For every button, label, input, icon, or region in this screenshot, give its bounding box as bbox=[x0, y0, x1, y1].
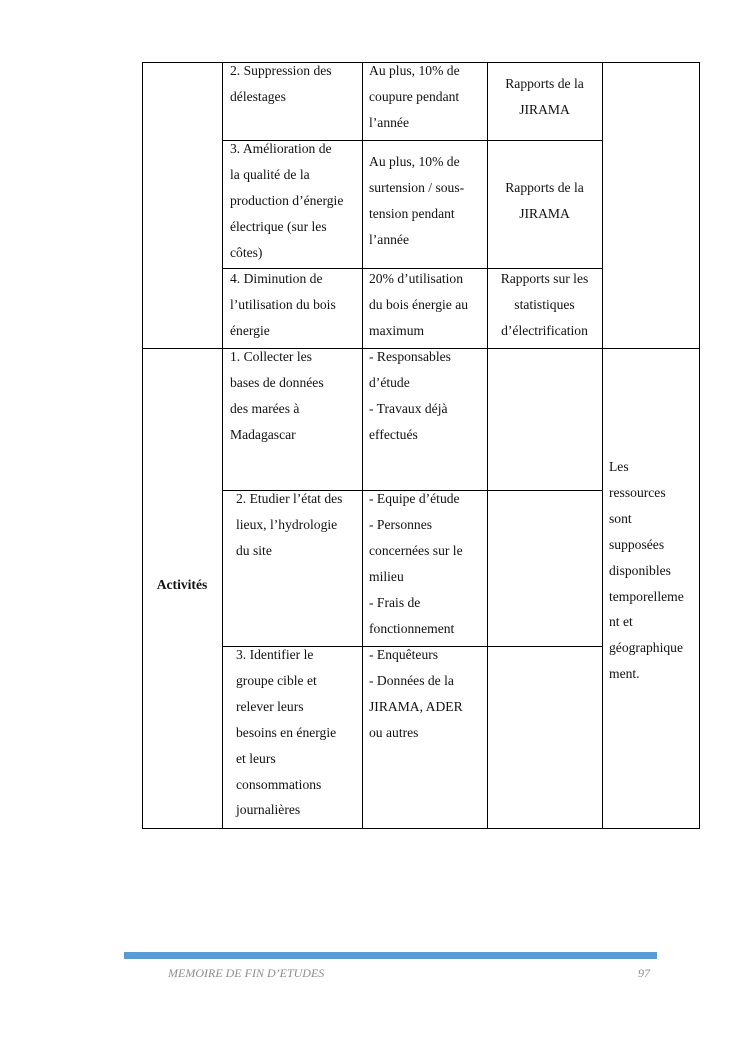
cell-line: - Frais de bbox=[369, 594, 421, 610]
source-cell-2 bbox=[487, 71, 602, 123]
cell-line: tension pendant bbox=[369, 205, 455, 221]
cell-line: Au plus, 10% de bbox=[369, 154, 460, 169]
cell-line: côtes) bbox=[230, 244, 263, 260]
cell-line: 2. Etudier l’état des bbox=[236, 491, 343, 506]
cell-line: ment. bbox=[609, 666, 640, 682]
cell-line: JIRAMA, ADER bbox=[369, 698, 463, 714]
cell-line: - Travaux déjà bbox=[369, 400, 448, 416]
source-cell-4 bbox=[487, 266, 602, 344]
cell-line: 4. Diminution de bbox=[230, 271, 323, 286]
activities-label: Activités bbox=[156, 577, 208, 592]
table-divider-col2 bbox=[362, 62, 363, 829]
row-divider-1 bbox=[222, 140, 602, 141]
cell-line: délestages bbox=[230, 88, 286, 104]
cell-line: 3. Identifier le bbox=[236, 647, 314, 662]
cell-line: l’utilisation du bois bbox=[230, 296, 336, 312]
result-cell-2 bbox=[230, 58, 332, 110]
cell-line: coupure pendant bbox=[369, 88, 460, 104]
assumptions-cell bbox=[609, 454, 684, 687]
cell-line: JIRAMA bbox=[519, 101, 570, 117]
footer-title: MEMOIRE DE FIN D’ETUDES bbox=[168, 966, 325, 980]
cell-line: 1. Collecter les bbox=[230, 349, 312, 364]
indicator-cell-2 bbox=[369, 58, 460, 136]
cell-line: l’année bbox=[369, 231, 409, 247]
cell-line: d’étude bbox=[369, 374, 410, 390]
cell-line: du bois énergie au bbox=[369, 296, 469, 312]
cell-line: statistiques bbox=[514, 296, 575, 312]
cell-line: l’année bbox=[369, 114, 409, 130]
means-cell-1 bbox=[369, 344, 451, 448]
cell-line: relever leurs bbox=[236, 698, 304, 714]
means-cell-3 bbox=[369, 642, 463, 746]
cell-line: bases de données bbox=[230, 374, 324, 390]
activity-cell-3 bbox=[236, 642, 336, 823]
cell-line: milieu bbox=[369, 568, 404, 584]
cell-line: fonctionnement bbox=[369, 620, 455, 636]
cell-line: concernées sur le bbox=[369, 542, 463, 558]
table-border-left bbox=[142, 62, 143, 829]
cell-line: énergie bbox=[230, 322, 270, 338]
activity-cell-1 bbox=[230, 344, 324, 448]
cell-line: Au plus, 10% de bbox=[369, 63, 460, 78]
cell-line: JIRAMA bbox=[519, 205, 570, 221]
cell-line: - Données de la bbox=[369, 672, 454, 688]
cell-line: Rapports de la bbox=[505, 76, 584, 91]
table-divider-col1 bbox=[222, 62, 223, 829]
cell-line: d’électrification bbox=[501, 322, 588, 338]
cell-line: - Responsables bbox=[369, 349, 451, 364]
cell-line: - Personnes bbox=[369, 516, 433, 532]
result-cell-4 bbox=[230, 266, 336, 344]
cell-line: des marées à bbox=[230, 400, 300, 416]
source-cell-3 bbox=[487, 175, 602, 227]
cell-line: production d’énergie bbox=[230, 192, 344, 208]
cell-line: 2. Suppression des bbox=[230, 63, 332, 78]
cell-line: besoins en énergie bbox=[236, 724, 337, 740]
result-cell-3 bbox=[230, 136, 343, 266]
cell-line: et leurs bbox=[236, 750, 276, 766]
cell-line: supposées bbox=[609, 536, 665, 552]
row-divider-4 bbox=[222, 646, 602, 647]
cell-line: 20% d’utilisation bbox=[369, 271, 464, 286]
cell-line: consommations bbox=[236, 776, 322, 792]
cell-line: disponibles bbox=[609, 562, 671, 578]
table-border-right bbox=[699, 62, 700, 829]
activity-cell-2 bbox=[236, 486, 342, 564]
cell-line: journalières bbox=[236, 802, 301, 818]
table-divider-col3 bbox=[487, 62, 488, 829]
indicator-cell-4 bbox=[369, 266, 468, 344]
row-divider-2 bbox=[222, 268, 602, 269]
cell-line: effectués bbox=[369, 426, 418, 442]
cell-line: temporelleme bbox=[609, 588, 684, 604]
cell-line: groupe cible et bbox=[236, 672, 317, 688]
footer-bar bbox=[124, 952, 657, 959]
means-cell-2 bbox=[369, 486, 463, 641]
table-border-bottom bbox=[142, 828, 700, 829]
row-divider-3 bbox=[222, 490, 602, 491]
cell-line: - Equipe d’étude bbox=[369, 491, 460, 506]
cell-line: du site bbox=[236, 542, 272, 558]
page-number: 97 bbox=[638, 966, 650, 980]
cell-line: surtension / sous- bbox=[369, 179, 465, 195]
section-divider bbox=[142, 348, 700, 349]
cell-line: maximum bbox=[369, 322, 425, 338]
table-divider-col4 bbox=[602, 62, 603, 829]
cell-line: Madagascar bbox=[230, 426, 296, 442]
cell-line: Rapports sur les bbox=[500, 271, 589, 286]
cell-line: nt et bbox=[609, 614, 633, 630]
cell-line: 3. Amélioration de bbox=[230, 141, 332, 156]
cell-line: géographique bbox=[609, 640, 683, 656]
cell-line: ou autres bbox=[369, 724, 419, 740]
cell-line: Les bbox=[609, 459, 629, 474]
cell-line: sont bbox=[609, 510, 632, 526]
cell-line: la qualité de la bbox=[230, 166, 310, 182]
cell-line: lieux, l’hydrologie bbox=[236, 516, 338, 532]
indicator-cell-3 bbox=[369, 149, 464, 253]
cell-line: Rapports de la bbox=[505, 180, 584, 195]
table-border-top bbox=[142, 62, 700, 63]
cell-line: - Enquêteurs bbox=[369, 647, 439, 662]
cell-line: électrique (sur les bbox=[230, 218, 327, 234]
cell-line: ressources bbox=[609, 484, 666, 500]
